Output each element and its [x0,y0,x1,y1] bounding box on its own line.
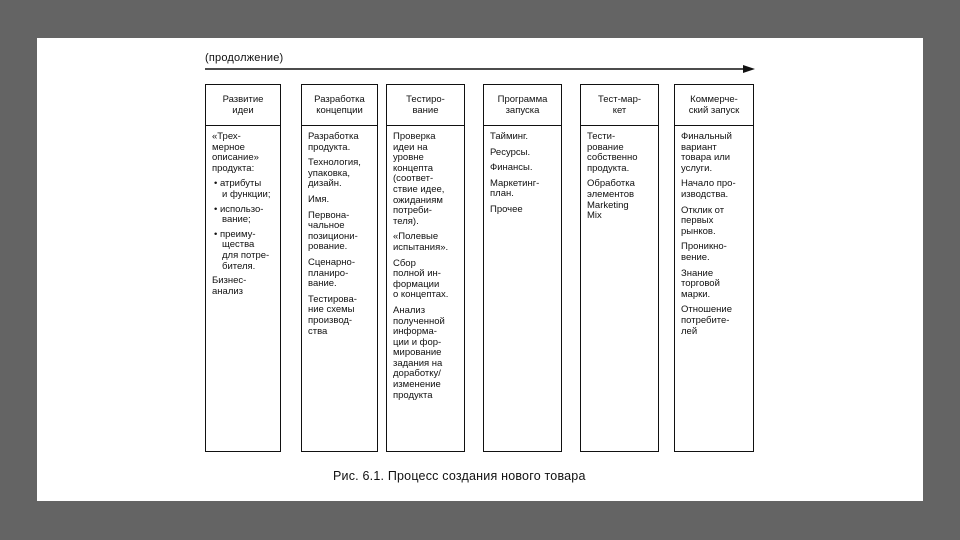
stage-item: «Полевые испытания». [393,231,449,253]
diagram-sheet [37,38,923,501]
stage-body [302,126,377,337]
stage-item: Финансы. [490,162,533,174]
stage-title: Разработка концепции [302,85,377,126]
stage-column-test-market [580,84,659,452]
stage-column-concept-development [301,84,378,452]
stage-body [484,126,561,216]
figure-caption: Рис. 6.1. Процесс создания нового товара [333,469,586,483]
stage-column-testing [386,84,465,452]
stage-item: Технология, упаковка, дизайн. [308,157,361,190]
stage-item: Маркетинг- план. [490,177,540,200]
stage-subitem: • атрибуты и функции; [214,178,271,200]
stage-item: Сбор полной ин- формации о концептах. [393,257,449,301]
stage-item: Имя. [308,193,330,205]
stage-column-commercial-launch [674,84,754,452]
continuation-label: (продолжение) [205,52,284,64]
stage-title: Тест-мар- кет [581,85,658,126]
stage-item: «Трех- мерное описание» продукта: [212,131,259,174]
stage-item: Начало про- изводства. [681,178,736,200]
stage-subitem: • преиму- щества для потре- бителя. [214,228,270,272]
stage-item: Финальный вариант товара или услуги. [681,131,732,174]
stage-item: Тестирова- ние схемы производ- ства [308,293,357,337]
stage-item: Проверка идеи на уровне концепта (соответ- ствие идее, ожиданиям потреби- теля). [393,131,445,227]
stage-title: Коммерче- ский запуск [675,85,753,126]
stage-column-launch-program [483,84,562,452]
stage-subitem: • использо- вание; [214,203,264,226]
stage-item: Сценарно- планиро- вание. [308,256,355,290]
stage-item: Ресурсы. [490,146,531,158]
process-arrow [205,64,755,74]
stage-body [675,126,753,337]
stage-title: Программа запуска [484,85,561,126]
stage-item: Бизнес- анализ [212,275,247,297]
stage-title: Развитие идеи [206,85,280,126]
stage-item: Знание торговой марки. [681,267,720,300]
stage-item: Прочее [490,203,523,215]
stage-item: Тайминг. [490,131,528,142]
stage-body [387,126,464,401]
stage-body [581,126,658,222]
stage-item: Проникно- вение. [681,241,727,263]
stage-item: Тести- рование собственно продукта. [587,131,638,174]
stage-body [206,126,280,297]
stage-item: Первона- чальное позициони- рование. [308,209,358,253]
stage-item: Отношение потребите- лей [681,304,733,337]
stage-item: Разработка продукта. [308,131,359,153]
stage-item: Обработка элементов Marketing Mix [587,178,635,222]
stage-item: Отклик от первых рынков. [681,204,725,237]
stage-item: Анализ полученной информа- ции и фор- мирование задания на доработку/ изменение продукта [393,304,445,401]
stage-title: Тестиро- вание [387,85,464,126]
stage-column-idea-development [205,84,281,452]
